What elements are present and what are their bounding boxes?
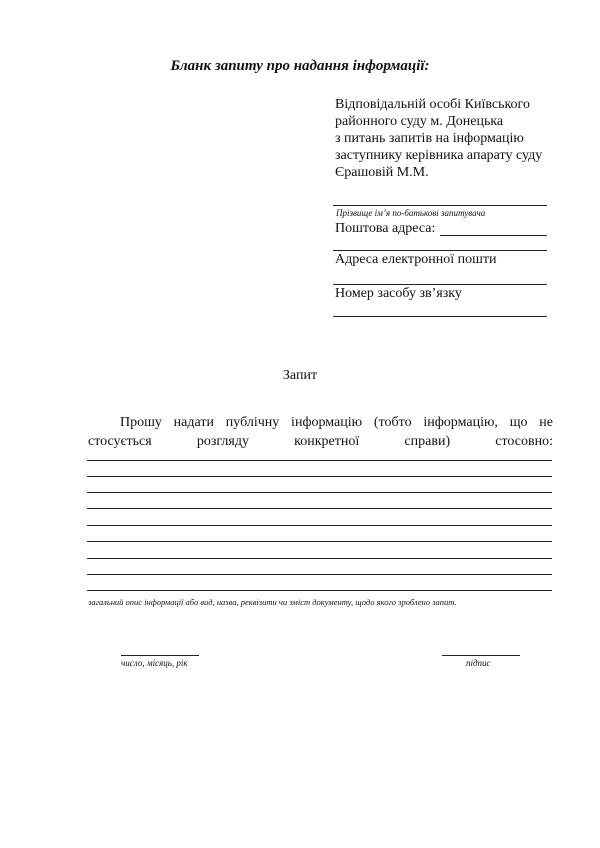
postal-address-input-line[interactable]: [440, 235, 547, 236]
addressee-block: [335, 96, 575, 181]
request-body-line[interactable]: [87, 525, 552, 526]
request-body-line[interactable]: [87, 558, 552, 559]
addressee-line: заступнику керівника апарату суду: [335, 148, 543, 163]
phone-input-line[interactable]: [333, 316, 547, 317]
email-input-line[interactable]: [333, 284, 547, 285]
request-body-line[interactable]: [87, 460, 552, 461]
form-title: Бланк запиту про надання інформації:: [170, 58, 430, 74]
phone-label: Номер засобу зв’язку: [335, 286, 462, 301]
request-body-line[interactable]: [87, 590, 552, 591]
request-heading: Запит: [282, 368, 318, 383]
request-body-line[interactable]: [87, 476, 552, 477]
name-input-line[interactable]: [333, 205, 547, 206]
addressee-line: районного суду м. Донецька: [335, 114, 504, 129]
date-caption: число, місяць, рік: [121, 658, 188, 668]
addressee-line: Єрашовій М.М.: [335, 165, 429, 180]
request-line-2: стосується розгляду конкретної справи) стосовно:: [88, 434, 553, 449]
description-caption: загальний опис інформації або вид, назва, реквізити чи зміст документу, щодо якого зроблено запит.: [88, 597, 457, 607]
addressee-line: Відповідальній особі Київського: [335, 97, 530, 112]
date-input-line[interactable]: [121, 655, 199, 656]
signature-caption: підпис: [466, 658, 491, 668]
signature-input-line[interactable]: [442, 655, 520, 656]
request-body-line[interactable]: [87, 541, 552, 542]
request-body-line[interactable]: [87, 492, 552, 493]
request-body-line[interactable]: [87, 508, 552, 509]
postal-address-label: Поштова адреса:: [335, 221, 436, 236]
addressee-line: з питань запитів на інформацію: [335, 131, 524, 146]
name-caption: Прізвище ім’я по-батькові запитувача: [336, 208, 486, 218]
request-body-line[interactable]: [87, 574, 552, 575]
postal-address-input-line-2[interactable]: [333, 250, 547, 251]
email-label: Адреса електронної пошти: [335, 252, 497, 267]
request-paragraph: [88, 413, 553, 451]
request-line-1: Прошу надати публічну інформацію (тобто інформацію, що не: [120, 415, 553, 430]
